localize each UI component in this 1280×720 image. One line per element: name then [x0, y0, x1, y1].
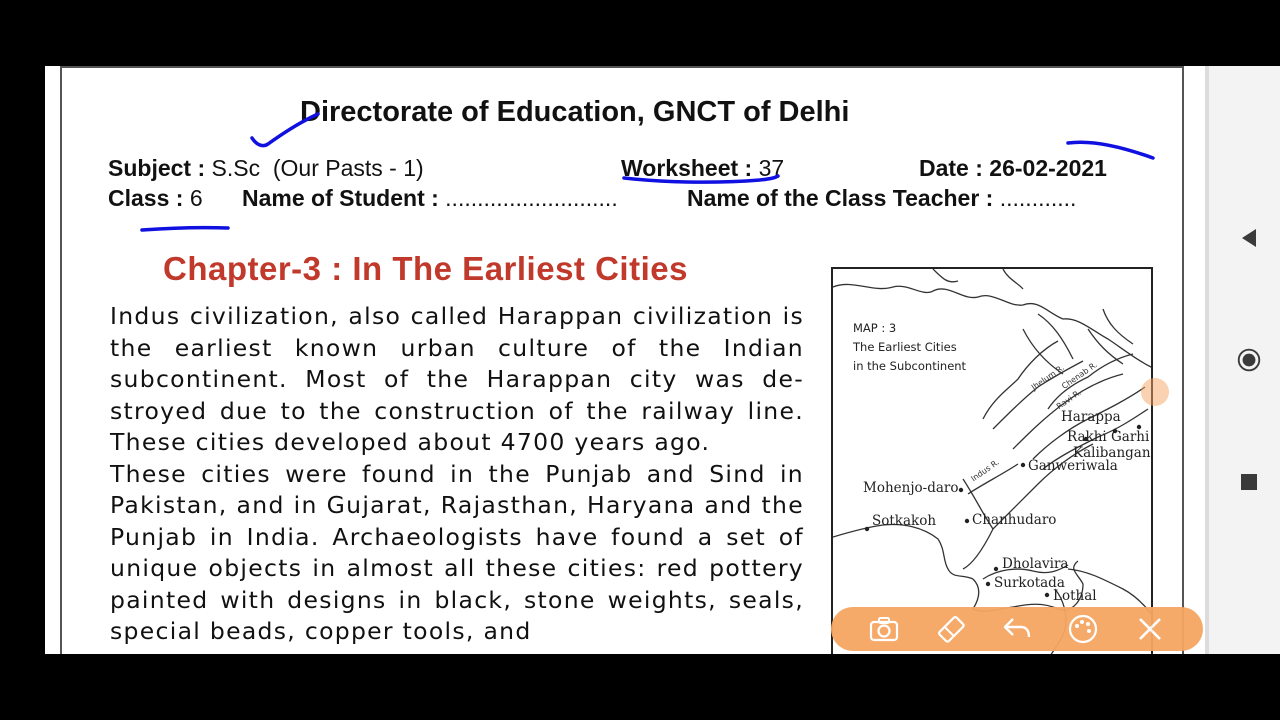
undo-icon[interactable] [999, 611, 1035, 647]
river-label-jhelum: Jhelum R. [1029, 362, 1066, 393]
place-surkotada: Surkotada [994, 575, 1065, 591]
palette-icon[interactable] [1065, 611, 1101, 647]
place-dholavira: Dholavira [1002, 556, 1069, 572]
map-caption-line3: in the Subcontinent [853, 359, 967, 373]
place-chanhudaro: Chanhudaro [972, 512, 1057, 528]
place-kalibangan: Kalibangan [1073, 445, 1151, 461]
student-line [242, 185, 618, 212]
student-value: ........................... [445, 185, 618, 211]
camera-icon[interactable] [866, 611, 902, 647]
class-label: Class : [108, 185, 184, 211]
teacher-label: Name of the Class Teacher : [687, 185, 994, 211]
paragraph-1: Indus civilization, also called Harappan civilization is the earliest known urban culture of the Indian subcontinent. Most of the Harappan city was de-stroyed due to the construction of the railway line. These cities developed about 4700 years ago. [110, 302, 804, 456]
paragraph-2: These cities were found in the Punjab and Sind in Pakistan, and in Gujarat, Rajasthan, Haryana and the Punjab in India. Archaeologists have found a set of unique objects in almost all these cities: red pottery painted with designs in black, stone weights, seals, special beads, copper tools, and [110, 459, 804, 645]
class-line [108, 185, 203, 212]
place-sotkakoh: Sotkakoh [872, 513, 937, 529]
class-value: 6 [189, 185, 203, 211]
river-label-ravi: Ravi R. [1054, 387, 1083, 412]
worksheet-value: 37 [758, 155, 785, 181]
triangle-left-icon[interactable] [1237, 226, 1261, 250]
date-value: 26-02-2021 [989, 155, 1107, 181]
map-figure [831, 267, 1153, 654]
teacher-value: ............ [999, 185, 1077, 211]
place-lothal: Lothal [1053, 588, 1097, 604]
worksheet-label: Worksheet : [621, 155, 753, 181]
place-ganweriwala: Ganweriwala [1028, 458, 1118, 474]
subject-label: Subject : [108, 155, 206, 181]
annotation-toolbar [831, 607, 1203, 651]
map-caption-line1: MAP : 3 [853, 321, 897, 335]
circle-dot-icon[interactable] [1237, 348, 1261, 372]
river-label-chenab: Chenab R. [1060, 360, 1099, 391]
navigation-sidebar [1205, 66, 1280, 654]
place-rakhigarhi: Rakhi Garhi [1067, 429, 1150, 445]
place-mohenjodaro: Mohenjo-daro [863, 480, 959, 496]
close-icon[interactable] [1132, 611, 1168, 647]
map-caption [853, 319, 966, 376]
date-line [919, 155, 1107, 182]
date-label: Date : [919, 155, 983, 181]
teacher-line [687, 185, 1076, 212]
worksheet-page [60, 66, 1184, 654]
subject-line [108, 155, 424, 182]
square-icon[interactable] [1237, 470, 1261, 494]
chapter-heading: Chapter-3 : In The Earliest Cities [163, 250, 688, 287]
student-label: Name of Student : [242, 185, 439, 211]
map-caption-line2: The Earliest Cities [853, 340, 957, 354]
screen-viewer [45, 66, 1280, 654]
eraser-icon[interactable] [933, 611, 969, 647]
worksheet-line [621, 155, 784, 182]
river-label-indus: Indus R. [969, 457, 1001, 484]
place-harappa: Harappa [1061, 409, 1121, 425]
document-title: Directorate of Education, GNCT of Delhi [300, 96, 850, 128]
subject-value: S.Sc (Our Pasts - 1) [211, 155, 424, 181]
body-text [110, 301, 804, 648]
